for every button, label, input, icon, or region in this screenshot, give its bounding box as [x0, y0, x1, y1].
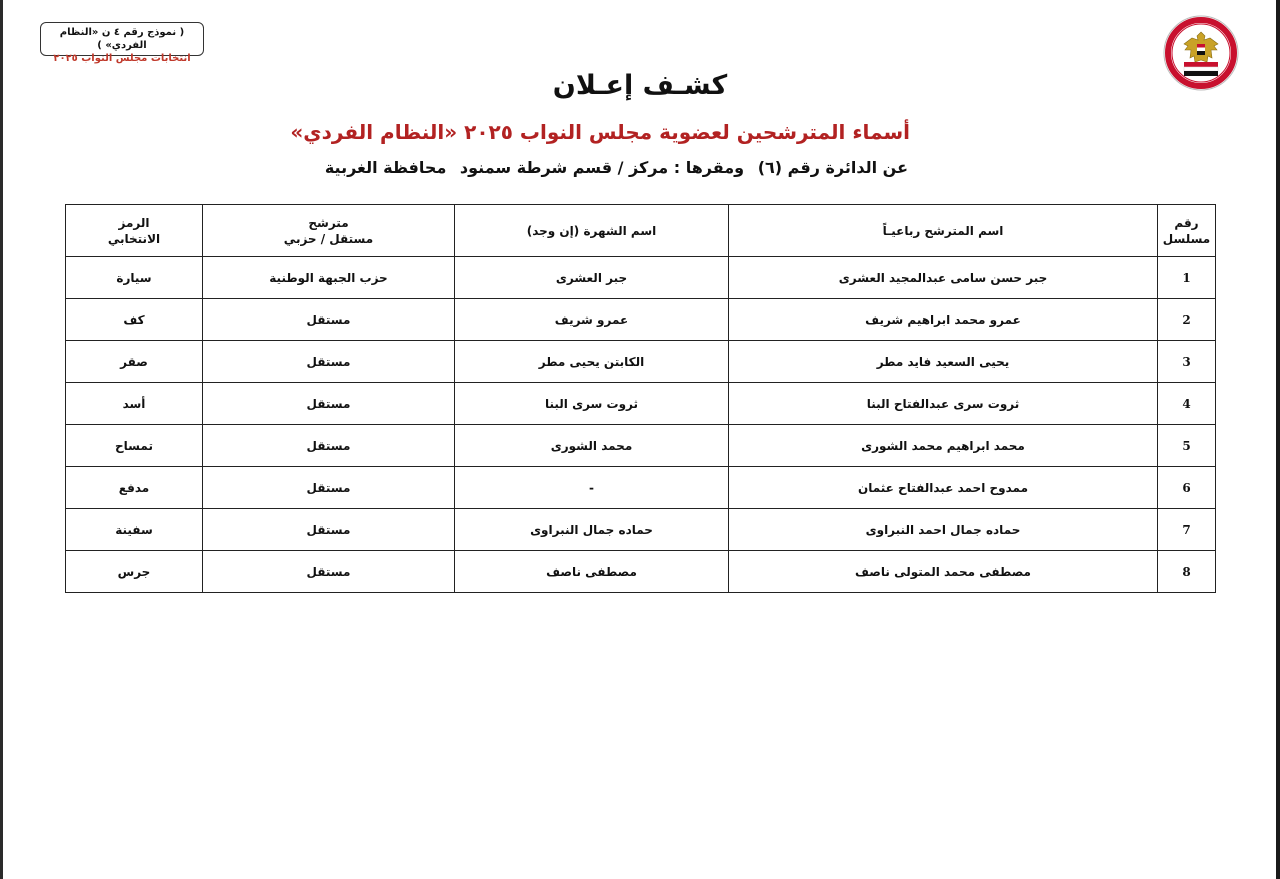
cell-name: عمرو محمد ابراهيم شريف — [729, 299, 1158, 341]
cell-serial: 6 — [1158, 467, 1216, 509]
scan-edge-right — [1276, 0, 1280, 879]
cell-serial: 2 — [1158, 299, 1216, 341]
cell-serial: 1 — [1158, 257, 1216, 299]
header-serial-line1: رقم — [1174, 215, 1199, 230]
form-number-label: ( نموذج رقم ٤ ن «النظام الفردي» ) — [59, 27, 185, 51]
cell-symbol: أسد — [66, 383, 203, 425]
table-row — [66, 467, 1216, 509]
header-type-line2: مستقل / حزبي — [283, 231, 374, 246]
scan-edge-left — [0, 0, 3, 879]
cell-name: ممدوح احمد عبدالفتاح عثمان — [729, 467, 1158, 509]
cell-symbol: صقر — [66, 341, 203, 383]
cell-alias: ثروت سرى البنا — [455, 383, 729, 425]
cell-type: مستقل — [203, 509, 455, 551]
cell-alias: محمد الشورى — [455, 425, 729, 467]
circuit-seat: ومقرها : مركز / قسم شرطة سمنود — [459, 158, 745, 177]
page-title: كشـف إعـلان — [552, 70, 728, 101]
cell-type: مستقل — [203, 383, 455, 425]
circuit-info — [317, 158, 908, 177]
circuit-governorate: محافظة الغربية — [324, 158, 447, 177]
header-type — [203, 205, 455, 257]
cell-type: مستقل — [203, 341, 455, 383]
cell-symbol: مدفع — [66, 467, 203, 509]
form-election-label: انتخابات مجلس النواب ٢٠٢٥ — [53, 53, 191, 64]
cell-alias: عمرو شريف — [455, 299, 729, 341]
cell-name: مصطفى محمد المتولى ناصف — [729, 551, 1158, 593]
cell-serial: 4 — [1158, 383, 1216, 425]
header-symbol — [66, 205, 203, 257]
cell-name: ثروت سرى عبدالفتاح البنا — [729, 383, 1158, 425]
table-row — [66, 383, 1216, 425]
header-alias: اسم الشهرة (إن وجد) — [455, 205, 729, 257]
candidates-table — [65, 204, 1216, 593]
table-row — [66, 299, 1216, 341]
table-row — [66, 509, 1216, 551]
cell-serial: 8 — [1158, 551, 1216, 593]
cell-name: حماده جمال احمد النبراوى — [729, 509, 1158, 551]
header-serial-line2: مسلسل — [1162, 231, 1211, 246]
page-subtitle: أسماء المترشحين لعضوية مجلس النواب ٢٠٢٥ «النظام الفردي» — [290, 120, 910, 144]
cell-alias: - — [455, 467, 729, 509]
table-row — [66, 425, 1216, 467]
header-symbol-line1: الرمز — [118, 215, 150, 230]
cell-serial: 3 — [1158, 341, 1216, 383]
header-serial — [1158, 205, 1216, 257]
cell-type: مستقل — [203, 467, 455, 509]
cell-serial: 5 — [1158, 425, 1216, 467]
cell-type: مستقل — [203, 551, 455, 593]
cell-alias: حماده جمال النبراوى — [455, 509, 729, 551]
cell-type: مستقل — [203, 299, 455, 341]
cell-symbol: سيارة — [66, 257, 203, 299]
header-name: اسم المترشح رباعيـاً — [729, 205, 1158, 257]
circuit-number: عن الدائرة رقم (٦) — [757, 158, 908, 177]
cell-symbol: تمساح — [66, 425, 203, 467]
cell-type: مستقل — [203, 425, 455, 467]
cell-name: جبر حسن سامى عبدالمجيد العشرى — [729, 257, 1158, 299]
cell-serial: 7 — [1158, 509, 1216, 551]
header-symbol-line2: الانتخابي — [107, 231, 161, 246]
table-row — [66, 257, 1216, 299]
cell-name: محمد ابراهيم محمد الشورى — [729, 425, 1158, 467]
cell-symbol: كف — [66, 299, 203, 341]
cell-symbol: سفينة — [66, 509, 203, 551]
table-header-row — [66, 205, 1216, 257]
cell-alias: الكابتن يحيى مطر — [455, 341, 729, 383]
header-type-line1: مترشح — [308, 215, 349, 230]
cell-symbol: جرس — [66, 551, 203, 593]
cell-type: حزب الجبهة الوطنية — [203, 257, 455, 299]
table-row — [66, 341, 1216, 383]
cell-name: يحيى السعيد فايد مطر — [729, 341, 1158, 383]
cell-alias: جبر العشرى — [455, 257, 729, 299]
form-number-box — [40, 22, 204, 64]
table-row — [66, 551, 1216, 593]
cell-alias: مصطفى ناصف — [455, 551, 729, 593]
